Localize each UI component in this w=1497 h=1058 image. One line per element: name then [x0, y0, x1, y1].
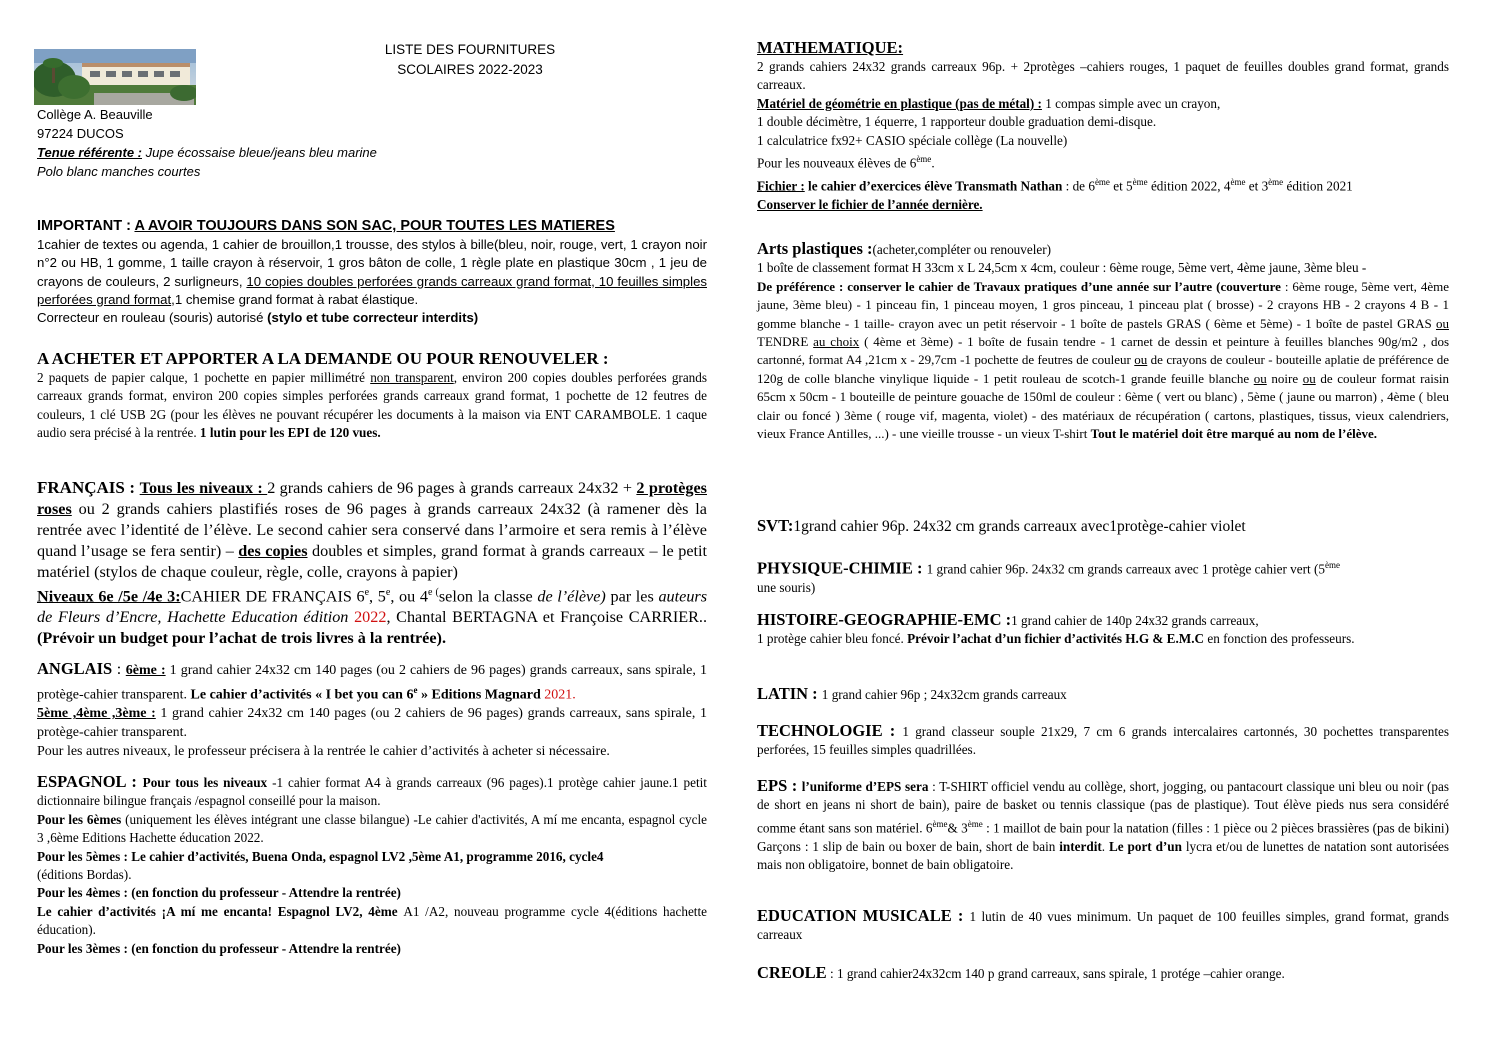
math-sup-5: ème — [1268, 176, 1284, 187]
creole-section — [757, 964, 1449, 983]
math-text-7c: édition 2022, 4 — [1147, 178, 1231, 194]
latin-section — [757, 685, 1449, 704]
school-info — [37, 105, 377, 181]
arts-text-2: : 6ème rouge, 5ème vert, 4ème jaune, 3ème bleu) - 1 pinceau fin, 1 pinceau moyen, 1 gros pinceau, 1 pinceau plat ( brosse) - 2 crayons HB - 2 crayons 4 B - 1 gomme blanche - 1 taille- crayon avec un petit réservoir - 1 boîte de pastels GRAS ( 6ème et 5ème) - 1 boîte de pastel GRAS — [757, 278, 1449, 331]
anglais-text-2: 1 grand cahier 24x32 cm 140 pages (ou 2 cahiers de 96 pages) grands carreaux, sans spirale, 1 protège-cahier transparent. — [37, 706, 707, 741]
espagnol-section — [37, 773, 707, 958]
math-geometry: Matériel de géométrie en plastique (pas de métal) : — [757, 95, 1042, 111]
acheter-text-underlined: non transparent — [370, 370, 454, 385]
school-building-photo — [34, 49, 196, 105]
math-text-7: : de 6 — [1062, 178, 1095, 194]
important-heading — [37, 217, 707, 236]
histoire-text-3: en fonction des professeurs. — [1204, 631, 1355, 647]
math-text-7b: et 5 — [1109, 178, 1133, 194]
arts-ou-4: ou — [1302, 370, 1316, 386]
math-sup: ème — [916, 154, 932, 165]
svt-section — [757, 516, 1449, 537]
eps-text-5: lycra et/ou de lunettes de natation sont autorisées mais non obligatoire, bonnet de bain obligatoire. — [757, 838, 1449, 873]
eps-sup: ème — [932, 818, 948, 829]
important-label: IMPORTANT : — [37, 218, 135, 234]
document-title — [270, 40, 670, 80]
eps-section — [757, 777, 1449, 874]
espagnol-6eme: Pour les 6èmes — [37, 811, 122, 827]
acheter-text-2: , environ 200 copies doubles perforées grands carreaux grands format, environ 200 copies simples perforées grands carreaux grand format, 1 pochette de 12 feutres de couleurs, 1 clé USB 2G (pour les élèves ne pouvant récupérer les documents à la maison via ENT CARAMBOLE. 1 caque audio sera précisé à la rentrée. — [37, 370, 707, 441]
arts-text-1: 1 boîte de classement format H 33cm x L 24,5cm x 4cm, couleur : 6ème rouge, 5ème vert, 4ème jaune, 3ème bleu - — [757, 260, 1367, 276]
arts-ou-2: ou — [1134, 352, 1148, 368]
musique-heading: EDUCATION MUSICALE : — [757, 906, 970, 925]
math-sup-2: ème — [1094, 176, 1110, 187]
eps-port: Le port d’un — [1108, 838, 1182, 854]
espagnol-text-3: (éditions Bordas). — [37, 867, 132, 883]
espagnol-3eme: Pour les 3èmes : (en fonction du professeur - Attendre la rentrée) — [37, 940, 401, 956]
espagnol-text-2: (uniquement les élèves intégrant une classe bilangue) -Le cahier d'activités, A mí me encanta, espagnol cycle 3 ,6ème Editions Hachette éducation 2022. — [37, 811, 707, 846]
musique-section — [757, 907, 1449, 945]
histoire-text-1: 1 grand cahier de 140p 24x32 grands carreaux, — [1011, 613, 1259, 628]
anglais-text-1: 1 grand cahier 24x32 cm 140 pages (ou 2 cahiers de 96 pages) grands carreaux, sans spirale, 1 protège-cahier transparent. — [37, 663, 707, 703]
arts-ou-3: ou — [1253, 370, 1267, 386]
math-conserver: Conserver le fichier de l’année dernière. — [757, 196, 983, 212]
arts-text-5: de crayons de couleur - bouteille aplatie de préférence de 120g de colle blanche vinylique liquide - 1 petit rouleau de scotch-1 grande feuille blanche — [757, 352, 1449, 386]
math-sup-3: ème — [1132, 176, 1148, 187]
anglais-year: 2021. — [544, 687, 576, 703]
physique-section — [757, 556, 1449, 597]
important-text-underlined: 10 copies doubles perforées grands carreaux grand format, 10 feuilles simples perforées grand format — [37, 273, 707, 307]
uniform-value: Jupe écossaise bleue/jeans bleu marine — [142, 145, 377, 160]
espagnol-4eme: Pour les 4èmes : (en fonction du professeur - Attendre la rentrée) — [37, 885, 401, 901]
espagnol-text-4b: A1 /A2, nouveau programme cycle 4(éditions hachette éducation). — [37, 903, 707, 938]
anglais-level-6: 6ème : — [125, 663, 166, 678]
francais-text-8-italic: auteurs de Fleurs d’Encre, Hachette Education édition — [37, 586, 708, 626]
arts-ou-1: ou — [1436, 315, 1449, 331]
math-text-7d: et 3 — [1245, 178, 1269, 194]
math-text-6: le cahier d’exercices élève Transmath Nathan — [804, 178, 1063, 194]
acheter-text-1: 2 paquets de papier calque, 1 pochette en papier millimétré — [37, 370, 371, 385]
histoire-text-2: 1 protège cahier bleu foncé. — [757, 631, 908, 647]
espagnol-5eme: Pour les 5èmes : Le cahier d’activités, Buena Onda, espagnol LV2 ,5ème A1, programme 2016, cycle4 — [37, 848, 604, 864]
uniform-line — [37, 143, 377, 162]
math-text-1: 2 grands cahiers 24x32 grands carreaux 96p. + 2protèges –cahiers rouges, 1 paquet de feuilles doubles grand format, grands carreaux. — [757, 59, 1449, 93]
francais-sup: e — [364, 586, 370, 598]
svt-heading: SVT: — [757, 516, 794, 535]
techno-section — [757, 722, 1449, 760]
espagnol-all-levels: Pour tous les niveaux — [142, 775, 268, 790]
eps-heading: EPS : — [757, 776, 802, 795]
arts-text-7: de couleur format raisin 65cm x 50cm - 1 bouteille de peinture gouache de 150ml de couleur : 6ème ( vert ou blanc) , 5ème ( jaune ou marron) , 4ème ( bleu clair ou foncé ) 3ème ( rouge vif, magenta, violet) - des matériaux de récupération ( cartons, plastiques, tissus, vieux calendriers, vieux France Antilles, ...) - une vieille trousse - un vieux T-shirt — [757, 370, 1449, 442]
important-text-3: Correcteur en rouleau (souris) autorisé — [37, 310, 268, 326]
francais-levels: Tous les niveaux : — [139, 479, 268, 497]
math-text-5: Pour les nouveaux élèves de 6 — [757, 155, 917, 171]
important-text-1: 1cahier de textes ou agenda, 1 cahier de brouillon,1 trousse, des stylos à bille(bleu, noir, rouge, vert, 1 crayon noir n°2 ou HB, 1 gomme, 1 taille crayon à réservoir, 1 gros bâton de colle, 1 règle plate en plastique 30cm , 1 jeu de crayons de couleurs, 2 surligneurs, — [37, 237, 707, 289]
math-text-5b: . — [931, 155, 935, 171]
espagnol-text-4: Le cahier d’activités ¡A mí me encanta! Espagnol LV2, 4ème — [37, 903, 404, 919]
eps-text-1: : T-SHIRT officiel vendu au collège, short, jogging, ou pantacourt classique uni bleu ou noir (pas de short en jeans ni short de bain), paire de basket ou tennis classique (pas de plastique). Tout élève pieds nus sera considéré comme étant sans son matériel. 6 — [757, 779, 1449, 836]
arts-text-7-bold: Tout le matériel doit être marqué au nom de l’élève. — [1090, 426, 1378, 442]
francais-text-6: , ou 4 — [390, 586, 428, 605]
eps-interdit: interdit — [1059, 838, 1102, 854]
arts-text-2-bold: De préférence : conserver le cahier de Travaux pratiques d’une année sur l’autre (couverture — [757, 278, 1281, 294]
francais-niveaux: Niveaux 6e /5e /4e 3: — [37, 586, 181, 605]
techno-heading: TECHNOLOGIE : — [757, 721, 903, 740]
arts-au-choix: au choix — [813, 334, 860, 350]
francais-sup-2: e — [385, 586, 391, 598]
francais-section — [37, 478, 707, 649]
school-name: Collège A. Beauville — [37, 107, 153, 122]
physique-text-1: 1 grand cahier 96p. 24x32 cm grands carreaux avec 1 protège cahier vert (5 — [926, 561, 1325, 577]
anglais-colon: : — [112, 661, 126, 678]
francais-text-2: ou 2 grands cahiers plastifiés roses de 96 pages à grands carreaux 24x32 (à ramener dès la rentrée avec l’identité de l’élève. Le second cahier sera conservé dans l’armoire et sera remis à l’élève quand l’usage se fera sentir) – — [37, 499, 707, 560]
eps-text-4: . — [1101, 838, 1109, 854]
important-title: A AVOIR TOUJOURS DANS SON SAC, POUR TOUTES LES MATIERES — [134, 218, 615, 234]
espagnol-text-1: -1 cahier format A4 à grands carreaux (96 pages).1 protège cahier jaune.1 petit dictionnaire bilingue français /espagnol conseillé pour la maison. — [37, 775, 707, 809]
math-heading: MATHEMATIQUE: — [757, 38, 904, 57]
histoire-heading: HISTOIRE-GEOGRAPHIE-EMC : — [757, 610, 1012, 629]
eps-sup-2: ème — [967, 818, 983, 829]
important-text-3-bold: (stylo et tube correcteur interdits) — [267, 310, 479, 326]
anglais-text-3: Pour les autres niveaux, le professeur précisera à la rentrée le cahier d’activités à acheter si nécessaire. — [37, 743, 610, 759]
espagnol-heading: ESPAGNOL : — [37, 772, 143, 791]
francais-text-4: CAHIER DE FRANÇAIS 6 — [180, 586, 365, 605]
creole-heading: CREOLE — [757, 963, 827, 982]
math-text-4: 1 calculatrice fx92+ CASIO spéciale collège (La nouvelle) — [757, 132, 1068, 148]
arts-text-4: ( 4ème et 3ème) - 1 boîte de fusain tendre - 1 carnet de dessin et peinture à feuilles blanches 90g/m2 , dos cartonné, format A4 ,21cm x - 29,7cm -1 pochette de feutres de couleur — [757, 334, 1450, 368]
important-section — [37, 217, 707, 327]
important-text-2: ,1 chemise grand format à rabat élastique. — [171, 291, 419, 307]
francais-text-7: selon la classe — [438, 586, 538, 605]
anglais-section — [37, 660, 707, 762]
histoire-section — [757, 611, 1449, 649]
anglais-text-bold: Le cahier d’activités « I bet you can 6 — [190, 687, 414, 703]
math-section — [757, 38, 1449, 214]
acheter-section — [37, 348, 707, 443]
arts-heading: Arts plastiques : — [757, 239, 873, 258]
arts-section — [757, 240, 1449, 443]
arts-text-6: noire — [1266, 370, 1303, 386]
title-line-2: SCOLAIRES 2022-2023 — [397, 62, 543, 77]
francais-text-5: , 5 — [369, 586, 386, 605]
acheter-heading: A ACHETER ET APPORTER A LA DEMANDE OU POUR RENOUVELER : — [37, 349, 609, 368]
eps-text-3: : 1 maillot de bain pour la natation (filles : 1 pièce ou 2 pièces brassières (pas de bikini) Garçons : 1 slip de bain ou boxer de bain, short de bain — [757, 820, 1449, 854]
math-fichier: Fichier : — [757, 178, 805, 194]
francais-text-copies: des copies — [238, 541, 308, 560]
francais-text-1: 2 grands cahiers de 96 pages à grands carreaux 24x32 + — [267, 479, 637, 497]
physique-text-2: une souris) — [757, 579, 816, 595]
anglais-text-bold-2: » Editions Magnard — [417, 687, 545, 703]
latin-text: 1 grand cahier 96p ; 24x32cm grands carreaux — [821, 687, 1067, 702]
arts-text-3: TENDRE — [757, 334, 814, 350]
math-text-2: 1 compas simple avec un crayon, — [1041, 95, 1221, 111]
francais-year: 2022 — [354, 607, 387, 626]
anglais-heading: ANGLAIS — [37, 659, 113, 678]
eps-uniform: l’uniforme d’EPS sera — [801, 779, 929, 794]
francais-text-3: doubles et simples, grand format à grands carreaux – le petit matériel (stylos de chaque couleur, règle, colle, crayons à papier) — [37, 541, 707, 581]
latin-heading: LATIN : — [757, 684, 822, 703]
acheter-text — [37, 369, 707, 443]
francais-text-7-italic: de l’élève) — [537, 586, 606, 605]
math-text-3: 1 double décimètre, 1 équerre, 1 rapporteur double graduation demi-disque. — [757, 114, 1157, 130]
svt-text: 1grand cahier 96p. 24x32 cm grands carreaux avec1protège-cahier violet — [793, 518, 1246, 535]
musique-text: 1 lutin de 40 vues minimum. Un paquet de 100 feuilles simples, grand format, grands carreaux — [757, 909, 1449, 943]
arts-subheading: (acheter,compléter ou renouveler) — [872, 242, 1052, 257]
creole-text: : 1 grand cahier24x32cm 140 p grand carreaux, sans spirale, 1 protége –cahier orange. — [826, 966, 1285, 981]
francais-text-8: par les — [605, 586, 659, 605]
francais-text-9: , Chantal BERTAGNA et Françoise CARRIER.. — [386, 607, 708, 626]
uniform-label: Tenue référente : — [37, 145, 142, 160]
acheter-text-bold: 1 lutin pour les EPI de 120 vues. — [199, 425, 381, 441]
physique-sup: ème — [1324, 560, 1340, 570]
francais-text-9-bold: (Prévoir un budget pour l’achat de trois livres à la rentrée). — [37, 628, 446, 647]
physique-heading: PHYSIQUE-CHIMIE : — [757, 558, 927, 578]
math-text-7e: édition 2021 — [1283, 178, 1353, 194]
math-sup-4: ème — [1230, 176, 1246, 187]
histoire-text-bold: Prévoir l’achat d’un fichier d’activités H.G & E.M.C — [907, 631, 1205, 647]
techno-text: 1 grand classeur souple 21x29, 7 cm 6 grands intercalaires cartonnés, 30 pochettes transparentes perforées, 15 feuilles simples quadrillées. — [757, 724, 1450, 758]
francais-heading: FRANÇAIS : — [37, 478, 140, 497]
important-text — [37, 236, 707, 327]
eps-text-2: & 3 — [947, 820, 968, 836]
francais-text-protege: 2 protèges roses — [37, 479, 707, 518]
anglais-level-5-4-3: 5ème ,4ème ,3ème : — [37, 706, 156, 722]
francais-sup-3: e ( — [427, 586, 439, 598]
title-line-1: LISTE DES FOURNITURES — [384, 42, 556, 57]
uniform-line-2: Polo blanc manches courtes — [37, 164, 201, 179]
anglais-sup: e — [413, 684, 418, 695]
school-city: 97224 DUCOS — [37, 126, 124, 141]
